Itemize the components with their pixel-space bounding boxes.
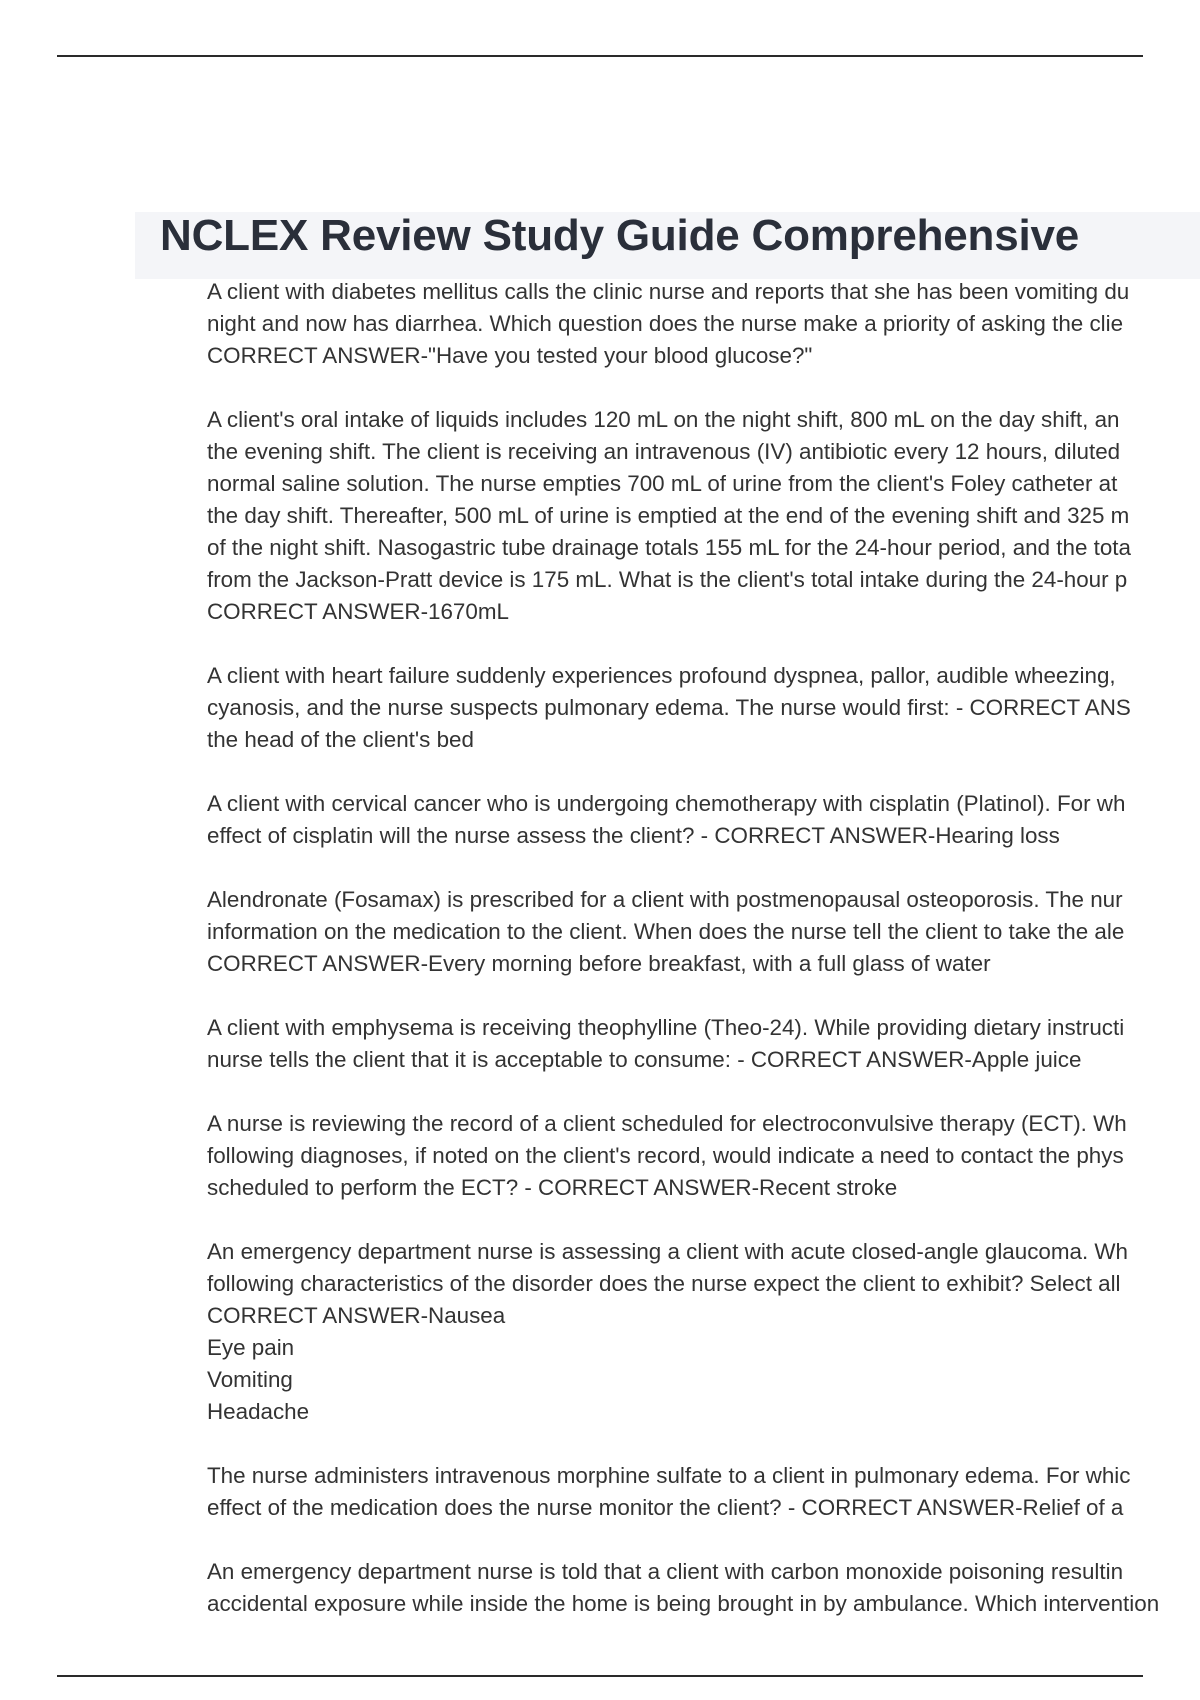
question-text-line: accidental exposure while inside the home is being brought in by ambulance. Which intervention bbox=[207, 1591, 1160, 1616]
question-item bbox=[207, 1236, 1159, 1428]
question-text-line: CORRECT ANSWER-"Have you tested your blood glucose?" bbox=[207, 343, 813, 368]
question-text-line: The nurse administers intravenous morphine sulfate to a client in pulmonary edema. For whic bbox=[207, 1463, 1131, 1488]
question-text-line: CORRECT ANSWER-Nausea bbox=[207, 1303, 506, 1328]
question-text-line: Vomiting bbox=[207, 1367, 293, 1392]
question-text-line: cyanosis, and the nurse suspects pulmonary edema. The nurse would first: - CORRECT ANS bbox=[207, 695, 1131, 720]
question-text-line: of the night shift. Nasogastric tube drainage totals 155 mL for the 24-hour period, and the tota bbox=[207, 535, 1131, 560]
question-text-line: Alendronate (Fosamax) is prescribed for a client with postmenopausal osteoporosis. The nur bbox=[207, 887, 1123, 912]
question-text-line: effect of the medication does the nurse monitor the client? - CORRECT ANSWER-Relief of a bbox=[207, 1495, 1124, 1520]
question-item bbox=[207, 1460, 1159, 1524]
question-text-line: the evening shift. The client is receiving an intravenous (IV) antibiotic every 12 hours, diluted bbox=[207, 439, 1121, 464]
question-text-line: from the Jackson-Pratt device is 175 mL. What is the client's total intake during the 24-hour p bbox=[207, 567, 1128, 592]
question-text-line: Headache bbox=[207, 1399, 310, 1424]
question-text-line: CORRECT ANSWER-Every morning before breakfast, with a full glass of water bbox=[207, 951, 991, 976]
question-text-line: nurse tells the client that it is acceptable to consume: - CORRECT ANSWER-Apple juice bbox=[207, 1047, 1082, 1072]
question-item bbox=[207, 1556, 1159, 1620]
page-top-rule bbox=[57, 55, 1143, 57]
question-text-line: CORRECT ANSWER-1670mL bbox=[207, 599, 509, 624]
question-item bbox=[207, 660, 1159, 756]
question-text-line: normal saline solution. The nurse empties 700 mL of urine from the client's Foley catheter at bbox=[207, 471, 1118, 496]
page-title: NCLEX Review Study Guide Comprehensive bbox=[160, 211, 1080, 260]
question-text-line: A client with cervical cancer who is undergoing chemotherapy with cisplatin (Platinol). For wh bbox=[207, 791, 1126, 816]
question-item bbox=[207, 884, 1159, 980]
question-item bbox=[207, 276, 1159, 372]
question-text-line: A client's oral intake of liquids includes 120 mL on the night shift, 800 mL on the day shift, an bbox=[207, 407, 1120, 432]
question-list bbox=[207, 276, 1159, 1652]
question-text-line: An emergency department nurse is told that a client with carbon monoxide poisoning resultin bbox=[207, 1559, 1124, 1584]
question-item bbox=[207, 1012, 1159, 1076]
question-text-line: Eye pain bbox=[207, 1335, 295, 1360]
question-text-line: the day shift. Thereafter, 500 mL of urine is emptied at the end of the evening shift and 325 m bbox=[207, 503, 1130, 528]
page-bottom-rule bbox=[57, 1675, 1143, 1677]
question-text-line: night and now has diarrhea. Which question does the nurse make a priority of asking the clie bbox=[207, 311, 1124, 336]
question-item bbox=[207, 788, 1159, 852]
question-item bbox=[207, 1108, 1159, 1204]
question-text-line: A nurse is reviewing the record of a client scheduled for electroconvulsive therapy (ECT). Wh bbox=[207, 1111, 1127, 1136]
question-text-line: An emergency department nurse is assessing a client with acute closed-angle glaucoma. Wh bbox=[207, 1239, 1128, 1264]
question-text-line: A client with diabetes mellitus calls the clinic nurse and reports that she has been vomiting du bbox=[207, 279, 1130, 304]
question-text-line: information on the medication to the client. When does the nurse tell the client to take the ale bbox=[207, 919, 1125, 944]
question-text-line: A client with emphysema is receiving theophylline (Theo-24). While providing dietary instructi bbox=[207, 1015, 1125, 1040]
question-item bbox=[207, 404, 1159, 628]
question-text-line: A client with heart failure suddenly experiences profound dyspnea, pallor, audible wheezing, bbox=[207, 663, 1116, 688]
question-text-line: scheduled to perform the ECT? - CORRECT ANSWER-Recent stroke bbox=[207, 1175, 898, 1200]
question-text-line: following diagnoses, if noted on the client's record, would indicate a need to contact the phys bbox=[207, 1143, 1124, 1168]
question-text-line: the head of the client's bed bbox=[207, 727, 474, 752]
document-body bbox=[0, 276, 1200, 1616]
question-text-line: effect of cisplatin will the nurse assess the client? - CORRECT ANSWER-Hearing loss bbox=[207, 823, 1060, 848]
question-text-line: following characteristics of the disorder does the nurse expect the client to exhibit? Select all bbox=[207, 1271, 1121, 1296]
